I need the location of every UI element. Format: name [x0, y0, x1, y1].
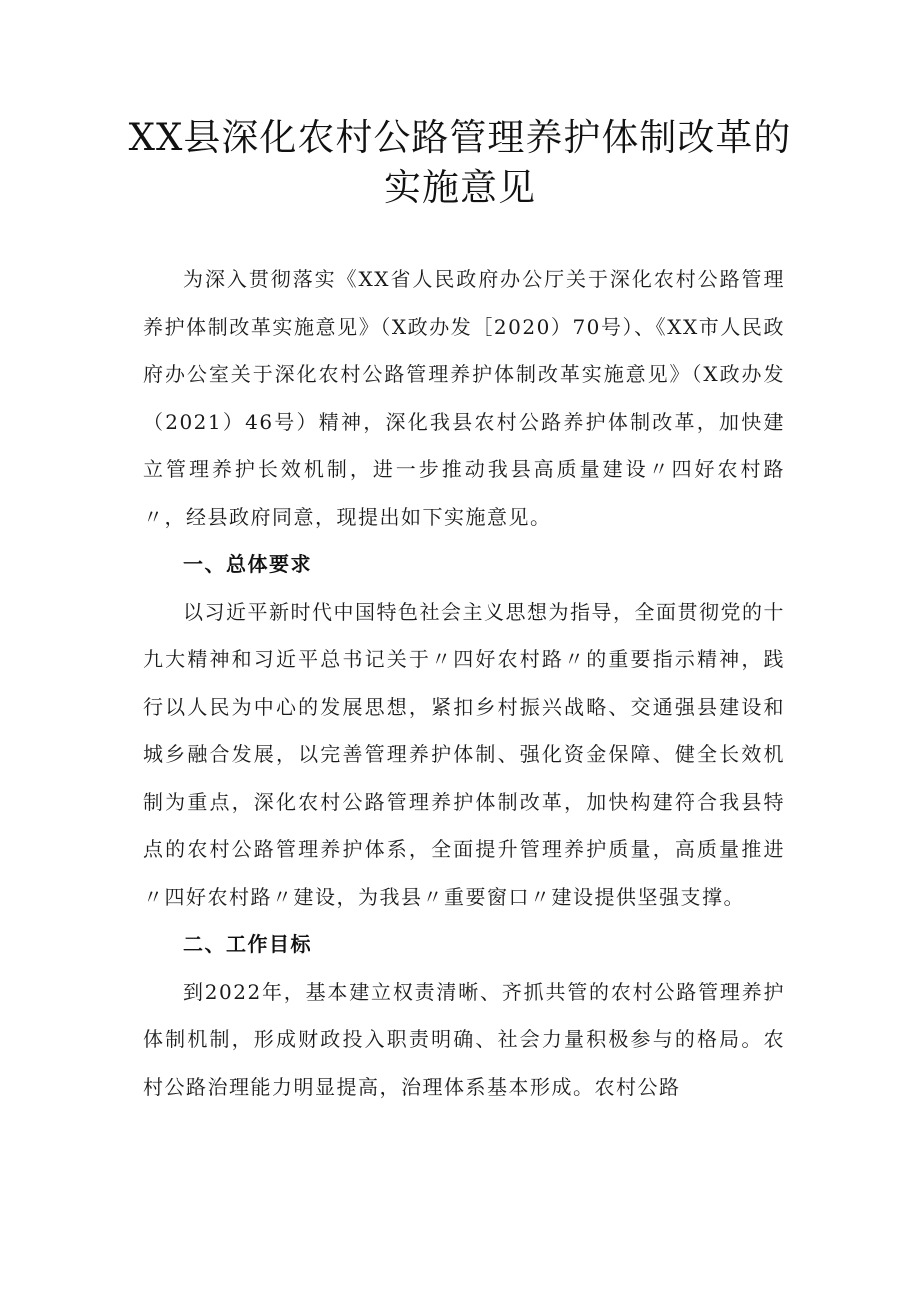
- section-heading-work-goals: 二、工作目标: [183, 932, 312, 956]
- intro-paragraph: 为深入贯彻落实《XX省人民政府办公厅关于深化农村公路管理养护体制改革实施意见》（X政办发［2020）70号）、《XX市人民政府办公室关于深化农村公路管理养护体制改革实施意见》（X政办发（2021）46号）精神，深化我县农村公路养护体制改革，加快建立管理养护长效机制，进一步推动我县高质量建设〃四好农村路〃，经县政府同意，现提出如下实施意见。: [143, 267, 785, 529]
- section-heading-overall-requirements: 一、总体要求: [183, 552, 312, 576]
- section-paragraph-overall-requirements: 以习近平新时代中国特色社会主义思想为指导，全面贯彻党的十九大精神和习近平总书记关于〃四好农村路〃的重要指示精神，践行以人民为中心的发展思想，紧扣乡村振兴战略、交通强县建设和城乡融合发展，以完善管理养护体制、强化资金保障、健全长效机制为重点，深化农村公路管理养护体制改革，加快构建符合我县特点的农村公路管理养护体系，全面提升管理养护质量，高质量推进〃四好农村路〃建设，为我县〃重要窗口〃建设提供坚强支撑。: [143, 599, 785, 909]
- section-paragraph-work-goals: 到2022年，基本建立权责清晰、齐抓共管的农村公路管理养护体制机制，形成财政投入职责明确、社会力量积极参与的格局。农村公路治理能力明显提高，治理体系基本形成。农村公路: [143, 979, 785, 1099]
- document-title-line-1: XX县深化农村公路管理养护体制改革的: [128, 116, 792, 159]
- document-body: [143, 256, 785, 1111]
- document-title-line-2: 实施意见: [384, 166, 536, 209]
